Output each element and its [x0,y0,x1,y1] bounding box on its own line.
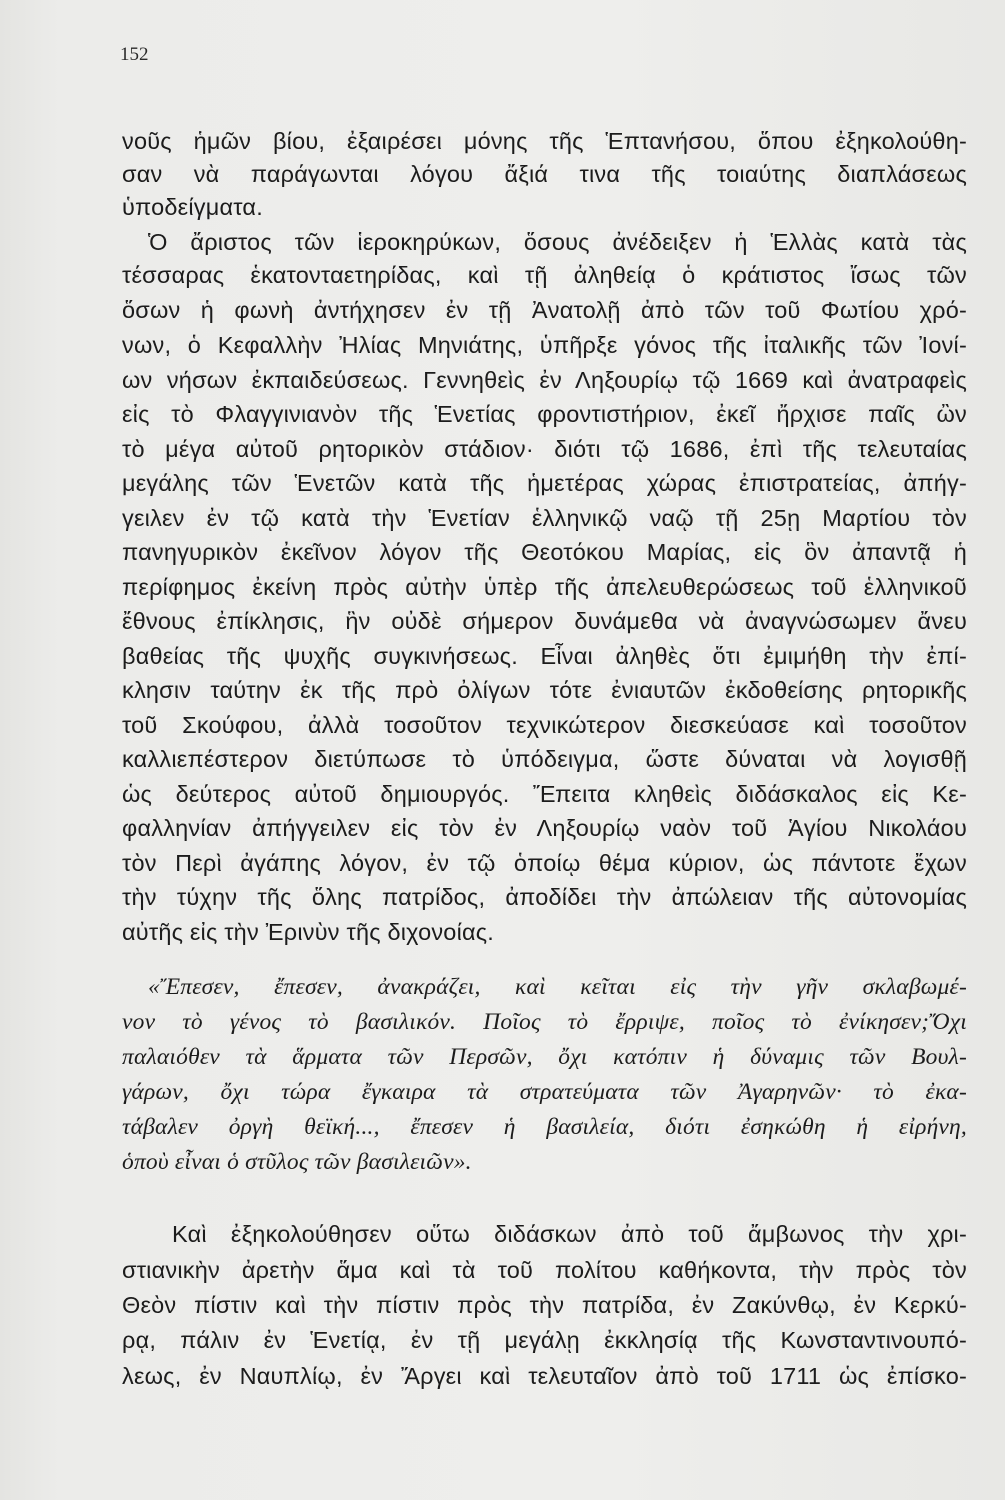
text-line: περίφημος ἐκείνη πρὸς αὐτὴν ὑπὲρ τῆς ἀπελευθερώσεως τοῦ ἑλληνικοῦ [122,574,967,600]
text-line: τὸ μέγα αὐτοῦ ρητορικὸν στάδιον· διότι τῷ 1686, ἐπὶ τῆς τελευταίας [122,436,967,462]
text-line: ἔθνους ἐπίκλησις, ἣν οὐδὲ σήμερον δυνάμεθα νὰ ἀναγνώσωμεν ἄνευ [122,608,967,634]
quote-line: «Ἔπεσεν, ἔπεσεν, ἀνακράζει, καὶ κεῖται εἰς τὴν γῆν σκλαβωμέ- [148,974,967,1000]
text-line: τέσσαρας ἑκατονταετηρίδας, καὶ τῇ ἀληθείᾳ ὁ κράτιστος ἴσως τῶν [122,262,967,288]
text-line: τὴν τύχην τῆς ὅλης πατρίδος, ἀποδίδει τὴν ἀπώλειαν τῆς αὐτονομίας [122,884,967,910]
text-line: μεγάλης τῶν Ἑνετῶν κατὰ τῆς ἡμετέρας χώρας ἐπιστρατείας, ἀπήγ- [122,470,967,496]
text-line: εἰς τὸ Φλαγγινιανὸν τῆς Ἑνετίας φροντιστήριον, ἐκεῖ ἤρχισε παῖς ὢν [122,401,967,427]
text-line: αὐτῆς εἰς τὴν Ἐρινὺν τῆς διχονοίας. [122,919,495,945]
text-line: τοῦ Σκούφου, ἀλλὰ τοσοῦτον τεχνικώτερον διεσκεύασε καὶ τοσοῦτον [122,712,967,738]
text-line: ὅσων ἡ φωνὴ ἀντήχησεν ἐν τῇ Ἀνατολῇ ἀπὸ τῶν τοῦ Φωτίου χρό- [122,297,967,323]
quote-line: τάβαλεν ὀργὴ θεϊκή..., ἔπεσεν ἡ βασιλεία, διότι ἐσηκώθη ἡ εἰρήνη, [122,1114,967,1140]
text-line: σαν νὰ παράγωνται λόγου ἄξιά τινα τῆς τοιαύτης διαπλάσεως [122,161,967,187]
text-line: νων, ὁ Κεφαλλὴν Ἠλίας Μηνιάτης, ὑπῆρξε γόνος τῆς ἰταλικῆς τῶν Ἰονί- [122,332,967,358]
quote-line: γάρων, ὄχι τώρα ἔγκαιρα τὰ στρατεύματα τῶν Ἀγαρηνῶν· τὸ ἐκα- [122,1079,967,1105]
text-line: φαλληνίαν ἀπήγγειλεν εἰς τὸν ἐν Ληξουρίῳ ναὸν τοῦ Ἁγίου Νικολάου [122,815,967,841]
quote-line: νον τὸ γένος τὸ βασιλικόν. Ποῖος τὸ ἔρριψε, ποῖος τὸ ἐνίκησεν;Ὄχι [122,1009,967,1035]
text-line: ων νήσων ἐκπαιδεύσεως. Γεννηθεὶς ἐν Ληξουρίῳ τῷ 1669 καὶ ἀνατραφεὶς [122,367,967,393]
quote-line: ὁποὺ εἶναι ὁ στῦλος τῶν βασιλειῶν». [122,1149,472,1175]
text-line: καλλιεπέστερον διετύπωσε τὸ ὑπόδειγμα, ὥστε δύναται νὰ λογισθῇ [122,746,967,772]
text-line: πανηγυρικὸν ἐκεῖνον λόγον τῆς Θεοτόκου Μαρίας, εἰς ὃν ἀπαντᾷ ἡ [122,539,967,565]
text-line: Ὁ ἄριστος τῶν ἱεροκηρύκων, ὅσους ἀνέδειξεν ἡ Ἑλλὰς κατὰ τὰς [148,229,967,255]
text-line: λεως, ἐν Ναυπλίῳ, ἐν Ἄργει καὶ τελευταῖον ἀπὸ τοῦ 1711 ὡς ἐπίσκο- [122,1363,967,1389]
text-line: κλησιν ταύτην ἐκ τῆς πρὸ ὀλίγων τότε ἐνιαυτῶν ἐκδοθείσης ρητορικῆς [122,677,967,703]
text-line: γειλεν ἐν τῷ κατὰ τὴν Ἑνετίαν ἑλληνικῷ ναῷ τῇ 25ῃ Μαρτίου τὸν [122,505,967,531]
quote-line: παλαιόθεν τὰ ἅρματα τῶν Περσῶν, ὄχι κατόπιν ἡ δύναμις τῶν Βουλ- [122,1044,967,1070]
text-line: ρᾳ, πάλιν ἐν Ἑνετίᾳ, ἐν τῇ μεγάλῃ ἐκκλησίᾳ τῆς Κωνσταντινουπό- [122,1327,967,1353]
text-line: Καὶ ἐξηκολούθησεν οὕτω διδάσκων ἀπὸ τοῦ ἄμβωνος τὴν χρι- [172,1221,967,1247]
text-line: Θεὸν πίστιν καὶ τὴν πίστιν πρὸς τὴν πατρίδα, ἐν Ζακύνθῳ, ἐν Κερκύ- [122,1292,967,1318]
text-line: ὡς δεύτερος αὐτοῦ δημιουργός. Ἔπειτα κληθεὶς διδάσκαλος εἰς Κε- [122,781,967,807]
text-line: βαθείας τῆς ψυχῆς συγκινήσεως. Εἶναι ἀληθὲς ὅτι ἐμιμήθη τὴν ἐπί- [122,643,967,669]
text-line: νοῦς ἡμῶν βίου, ἐξαιρέσει μόνης τῆς Ἑπτανήσου, ὅπου ἐξηκολούθη- [122,128,967,154]
text-line: τὸν Περὶ ἀγάπης λόγον, ἐν τῷ ὁποίῳ θέμα κύριον, ὡς πάντοτε ἔχων [122,850,967,876]
text-line: ὑποδείγματα. [122,194,263,220]
text-line: στιανικὴν ἀρετὴν ἅμα καὶ τὰ τοῦ πολίτου καθήκοντα, τὴν πρὸς τὸν [122,1257,967,1283]
page-number: 152 [120,44,149,65]
